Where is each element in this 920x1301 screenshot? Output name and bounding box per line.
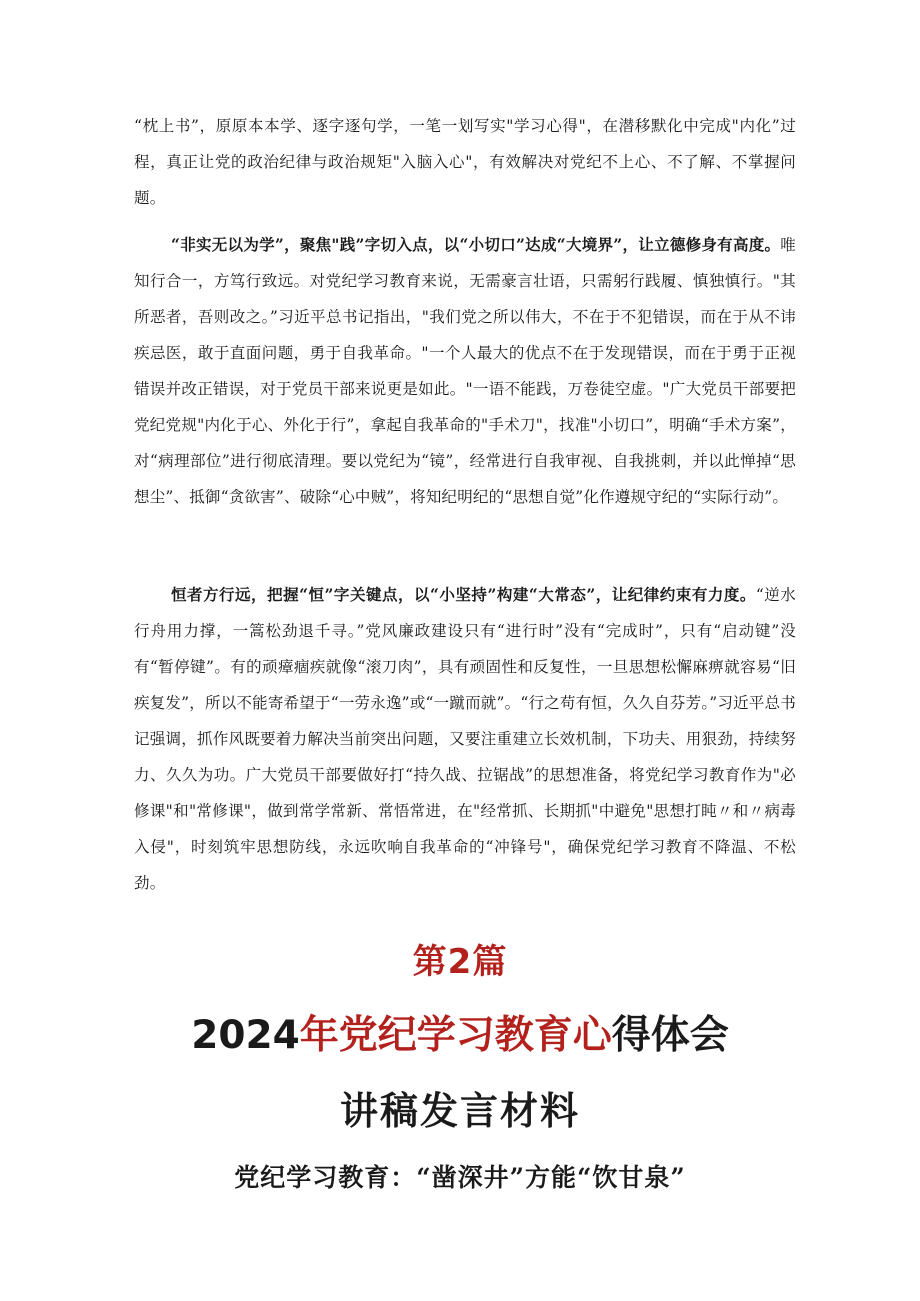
title-red-part: 年党纪学习教育心	[299, 1013, 612, 1058]
title-year: 2024	[191, 1013, 300, 1058]
paragraph-2-lead: “非实无以为学”，聚焦"践”字切入点，以“小切口”达成“大境界”，让立德修身有高度。	[171, 235, 781, 254]
title-dark-part: 得体会	[611, 1013, 729, 1058]
paragraph-3-lead: 恒者方行远，把握“恒”字关键点，以“小坚持”构建“大常态”，让纪律约束有力度。	[171, 585, 756, 604]
chapter-heading: 第2篇	[412, 942, 508, 982]
paragraph-3-text: “逆水行舟用力撑，一篙松劲退千寻。”党风廉政建设只有“进行时”没有“完成时”，只有“启动键”没有“暂停键”。有的顽瘴痼疾就像“滚刀肉”，具有顽固性和反复性，一旦思想松懈麻痹就容易“旧疾复发”，所以不能寄希望于“一劳永逸”或“一蹴而就”。“行之苟有恒，久久自芬芳。”习近平总书记强调，抓作风既要着力解决当前突出问题，又要注重建立长效机制，下功夫、用狠劲，持续努力、久久为功。广大党员干部要做好打“持久战、拉锯战”的思想准备，将党纪学习教育作为"必修课"和"常修课"，做到常学常新、常悟常进，在"经常抓、长期抓"中避免"思想打盹〃和〃病毒入侵"，时刻筑牢思想防线，永远吹响自我革命的“冲锋号"，确保党纪学习教育不降温、不松劲。	[134, 586, 797, 892]
paragraph-3	[134, 577, 796, 901]
document-subtitle: 党纪学习教育：“凿深井”方能“饮甘泉”	[234, 1163, 686, 1192]
paragraph-1	[134, 108, 796, 216]
paragraph-1-text: “枕上书”，原原本本学、逐字逐句学，一笔一划写实"学习心得"，在潜移默化中完成"内化”过程，真正让党的政治纪律与政治规矩"入脑入心"，有效解决对党纪不上心、不了解、不掌握问题。	[134, 117, 796, 207]
paragraph-2-text: 唯知行合一，方笃行致远。对党纪学习教育来说，无需豪言壮语，只需躬行践履、慎独慎行。"其所恶者，吾则改之。”习近平总书记指出，"我们党之所以伟大，不在于不犯错误，而在于从不讳疾忌医，敢于直面问题，勇于自我革命。"一个人最大的优点不在于发现错误，而在于勇于正视错误并改正错误，对于党员干部来说更是如此。"一语不能践，万卷徒空虚。"广大党员干部要把党纪党规"内化于心、外化于行”，拿起自我革命的"手术刀"，找准"小切口”，明确“手术方案”，对“病理部位”进行彻底清理。要以党纪为“镜”，经常进行自我审视、自我挑刺，并以此惮掉“思想尘”、抵御“贪欲害”、破除“心中贼”，将知纪明纪的“思想自觉”化作遵规守纪的“实际行动”。	[134, 236, 796, 506]
document-title-line-1	[0, 1009, 920, 1063]
document-title-line-2: 讲稿发言材料	[339, 1089, 580, 1133]
paragraph-2	[134, 227, 796, 515]
